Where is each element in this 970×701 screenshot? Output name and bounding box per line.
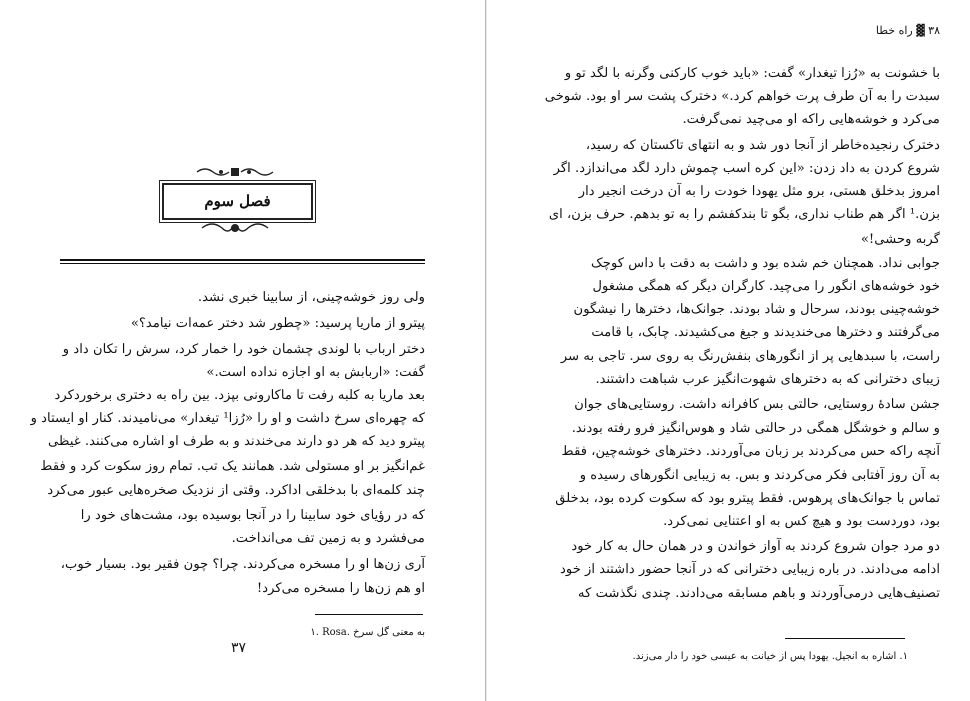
text-line: خوشه‌چینی بودند، سرحال و شاد بودند. جوانک‌ها، دخترها را نیشگون: [573, 302, 940, 317]
text-line: او هم زن‌ها را مسخره می‌کرد!: [256, 581, 425, 596]
page-number: ۳۷: [231, 640, 247, 656]
text-line: تصنیف‌هایی درمی‌آوردند و باهم مسابقه می‌دادند. چندی نگذشت که: [578, 586, 940, 601]
text-line: خود خوشه‌های انگور را می‌چید. کارگران دیگر که همگی مشغول: [592, 279, 940, 294]
text-line: گربه وحشی!»: [860, 232, 940, 247]
text-line: راست، با سبدهایی پر از انگورهای بنفش‌رنگ به روی سر. تاجی به سر: [560, 349, 940, 364]
text-line: ادامه می‌دادند. در باره زیبایی دخترانی که در آنجا حضور داشتند از خود: [560, 562, 940, 577]
footnote: ۱. اشاره به انجیل. یهودا پس از خیانت به عیسی خود را دار می‌زند.: [632, 651, 908, 662]
text-line: به آن روز آفتابی فکر می‌کردند و بس. به زیبایی انگورهای رسیده و: [579, 468, 940, 483]
text-line: که چهره‌ای سرخ داشت و او را «رُزا¹ تیغدار» می‌نامیدند. کنار او ایستاد و: [30, 411, 425, 426]
text-line: پیترو دید که هر دو دارند می‌خندند و به طرف او اشاره می‌کنند. غیظی: [48, 434, 425, 449]
chapter-title: فصل سوم: [162, 183, 313, 220]
text-line: شروع کردن به داد زدن: «این کره اسب چموش دارد لگد می‌اندازد. اگر: [553, 161, 940, 176]
text-line: دو مرد جوان شروع کردند به آواز خواندن و در همان حال به کار خود: [571, 539, 940, 554]
footnote-rule: [315, 614, 423, 615]
text-line: غم‌انگیز بر او مستولی شد. همانند یک تب. تمام روز سکوت کرد و فقط: [40, 459, 425, 474]
text-line: امروز بدخلق هستی، برو مثل یهودا خودت را به آن درخت انجیر دار: [578, 184, 940, 199]
ornament-bottom-icon: [200, 218, 270, 238]
text-line: تماس با جوانک‌های پرهوس. فقط پیترو بود که سکوت کرده بود، بدخلق: [555, 491, 940, 506]
text-line: بزن.¹ اگر هم طناب نداری، بگو تا بندکفشم را به تو بدهم. حرف بزن، ای: [548, 207, 940, 222]
text-line: بود، دوردست بود و هیچ کس به او اعتنایی نمی‌کرد.: [663, 514, 940, 529]
text-line: جشن سادهٔ روستایی، حالتی بس کافرانه داشت. روستایی‌های جوان: [574, 397, 940, 412]
text-line: جوابی نداد. همچنان خم شده بود و داشت به دقت با داس کوچک: [591, 256, 940, 271]
right-page: [487, 0, 970, 701]
text-line: ولی روز خوشه‌چینی، از سابینا خبری نشد.: [197, 290, 425, 305]
running-header: ۳۸ ▓ راه خطا: [875, 24, 940, 37]
ornament-top-icon: [195, 166, 275, 178]
footnote: ۱. Rosa. به معنی گل سرخ: [310, 627, 425, 638]
text-line: بعد ماریا به کلبه رفت تا ماکارونی بپزد. بین راه به دختری برخوردکرد: [54, 388, 425, 403]
text-line: که در رؤیای خود سابینا را در آنجا بوسیده بود، مشت‌های خود را: [80, 508, 425, 523]
text-line: آری زن‌ها او را مسخره می‌کردند. چرا؟ چون فقیر بود. بسیار خوب،: [60, 557, 425, 572]
text-line: زیبای دخترانی که به دخترهای شهوت‌انگیز عرب شباهت داشتند.: [595, 372, 940, 387]
text-line: می‌فشرد و به زمین تف می‌انداخت.: [231, 531, 425, 546]
text-line: پیترو از ماریا پرسید: «چطور شد دختر عمه‌ات نیامد؟»: [130, 316, 425, 331]
text-line: و سالم و خوشگل همگی در حالتی شاد و هوس‌انگیز فرو رفته بودند.: [571, 421, 940, 436]
text-line: چند کلمه‌ای با بدخلقی اداکرد. وقتی از نزدیک صخره‌هایی عبور می‌کرد: [47, 483, 425, 498]
chapter-divider-thin: [60, 263, 425, 264]
text-line: گفت: «اربابش به او اجازه نداده است.»: [206, 365, 425, 380]
text-line: می‌گرفتند و دخترها می‌خندیدند و جیغ می‌کشیدند. چابک، با قامت: [591, 325, 940, 340]
text-line: دختر ارباب با لوندی چشمان خود را خمار کرد، سرش را تکان داد و: [62, 342, 425, 357]
text-line: با خشونت به «رُزا تیغدار» گفت: «باید خوب کارکنی وگرنه با لگد تو و: [564, 66, 940, 81]
chapter-divider: [60, 259, 425, 261]
text-line: می‌کرد و خوشه‌هایی راکه او می‌چید نمی‌گرفت.: [682, 112, 940, 127]
text-line: دخترک رنجیده‌خاطر از آنجا دور شد و به انتهای تاکستان که رسید،: [585, 138, 940, 153]
footnote-rule: [785, 638, 905, 639]
text-line: آنچه راکه حس می‌کردند بر زبان می‌آوردند. دخترهای خوشه‌چین، فقط: [561, 444, 940, 459]
text-line: سبدت را به آن طرف پرت خواهم کرد.» دخترک پشت سر او بود. شوخی: [544, 89, 940, 104]
